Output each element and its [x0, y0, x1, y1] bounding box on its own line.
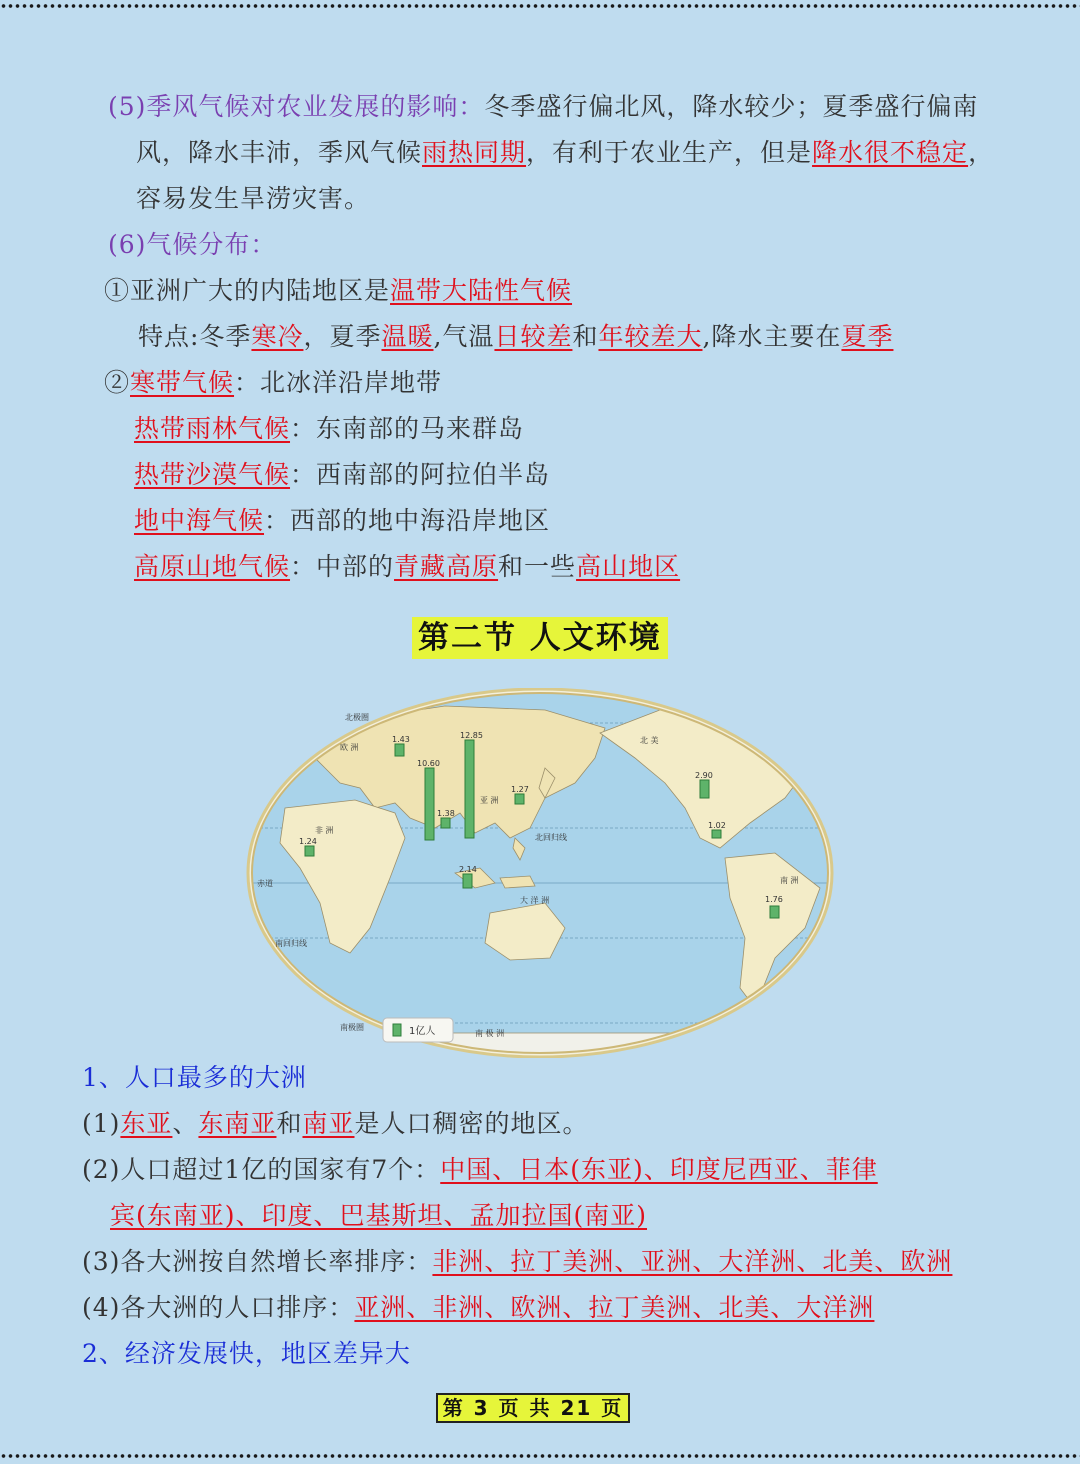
- bar-japan: [515, 794, 524, 804]
- population-line-2: [82, 1153, 878, 1187]
- text: ，: [968, 138, 995, 167]
- monsoon-impact-line-2: [136, 136, 994, 170]
- key-term: 温带大陆性气候: [390, 276, 573, 305]
- key-term: 寒冷: [251, 322, 304, 351]
- text: ,气温: [433, 322, 495, 351]
- label-antarctic-circle: 南极圈: [340, 1023, 364, 1032]
- value-usa: 2.90: [695, 771, 713, 780]
- label-arctic-circle: 北极圈: [345, 713, 369, 722]
- climate-highland-line: [134, 550, 680, 584]
- text: ：中部的: [290, 552, 395, 581]
- legend-label: 1亿人: [409, 1026, 436, 1037]
- text: ,降水主要在: [702, 322, 842, 351]
- text: 冬季盛行偏北风，降水较少；夏季盛行偏南: [484, 92, 979, 121]
- key-term: 亚洲、非洲、欧洲、拉丁美洲、北美、大洋洲: [354, 1293, 875, 1322]
- text: ②: [104, 368, 131, 397]
- bar-mexico: [712, 830, 721, 838]
- item-5-heading: (5)季风气候对农业发展的影响：: [108, 92, 485, 121]
- key-term: 东亚: [120, 1109, 173, 1138]
- text: ①亚洲广大的内陆地区是: [104, 276, 391, 305]
- bar-china: [465, 740, 474, 838]
- climate-frigid-line: [104, 366, 442, 400]
- label-asia: 亚 洲: [480, 796, 499, 805]
- label-tropic-north: 北回归线: [535, 833, 567, 842]
- climate-desert-line: [134, 458, 550, 492]
- text: 风，降水丰沛，季风气候: [136, 138, 423, 167]
- text: (4)各大洲的人口排序：: [82, 1293, 355, 1322]
- key-term: 热带沙漠气候: [134, 460, 291, 489]
- population-line-1: [82, 1107, 589, 1141]
- key-term: 高原山地气候: [134, 552, 291, 581]
- key-term: 南亚: [302, 1109, 355, 1138]
- text: (2)人口超过1亿的国家有7个：: [82, 1155, 441, 1184]
- bar-pakistan: [441, 818, 450, 828]
- value-indonesia: 2.14: [459, 865, 477, 874]
- label-tropic-south: 南回归线: [275, 939, 307, 948]
- bar-usa: [700, 780, 709, 798]
- value-pakistan: 1.38: [437, 809, 455, 818]
- text: 和一些: [498, 552, 577, 581]
- value-brazil: 1.76: [765, 895, 783, 904]
- text: 是人口稠密的地区。: [354, 1109, 589, 1138]
- text: 、: [172, 1109, 199, 1138]
- text: 特点:冬季: [138, 322, 252, 351]
- value-mexico: 1.02: [708, 821, 726, 830]
- text: 和: [572, 322, 599, 351]
- key-term: 寒带气候: [130, 368, 235, 397]
- key-term: 日较差: [494, 322, 573, 351]
- population-line-2b: [110, 1199, 647, 1233]
- text: ：西南部的阿拉伯半岛: [290, 460, 551, 489]
- text: (1): [82, 1109, 121, 1138]
- key-term: 地中海气候: [134, 506, 265, 535]
- bar-indonesia: [463, 874, 472, 888]
- bar-brazil: [770, 906, 779, 918]
- value-russia: 1.43: [392, 735, 410, 744]
- key-term: 宾(东南亚)、印度、巴基斯坦、孟加拉国(南亚): [110, 1201, 648, 1230]
- climate-mediterranean-line: [134, 504, 550, 538]
- value-china: 12.85: [460, 731, 483, 740]
- key-term: 中国、日本(东亚)、印度尼西亚、菲律: [440, 1155, 878, 1184]
- legend-bar-icon: [393, 1024, 401, 1036]
- text: ：西部的地中海沿岸地区: [264, 506, 551, 535]
- text: 和: [276, 1109, 303, 1138]
- text: (3)各大洲按自然增长率排序：: [82, 1247, 433, 1276]
- population-line-4: [82, 1291, 874, 1325]
- monsoon-impact-line-1: [108, 90, 978, 124]
- bottom-dotted-border: [0, 1453, 1080, 1459]
- economy-heading: 2、经济发展快，地区差异大: [82, 1339, 411, 1368]
- page-number: 第 3 页 共 21 页: [436, 1393, 630, 1423]
- monsoon-impact-line-3: [136, 182, 370, 216]
- key-term: 雨热同期: [422, 138, 527, 167]
- text: ：北冰洋沿岸地带: [234, 368, 443, 397]
- text: ，有利于农业生产，但是: [526, 138, 813, 167]
- text: ，夏季: [303, 322, 382, 351]
- text: 容易发生旱涝灾害。: [136, 184, 371, 213]
- population-line-3: [82, 1245, 952, 1279]
- label-oceania: 大 洋 洲: [520, 896, 550, 905]
- value-japan: 1.27: [511, 785, 529, 794]
- bar-nigeria: [305, 846, 314, 856]
- item-6-heading: (6)气候分布：: [108, 230, 277, 259]
- key-term: 夏季: [841, 322, 894, 351]
- label-equator: 赤道: [257, 879, 273, 888]
- climate-features-line: [138, 320, 893, 354]
- text: ：东南部的马来群岛: [290, 414, 525, 443]
- key-term: 青藏高原: [394, 552, 499, 581]
- value-india: 10.60: [417, 759, 440, 768]
- bar-russia: [395, 744, 404, 756]
- label-antarctica: 南 极 洲: [475, 1029, 505, 1038]
- world-population-map: [245, 688, 835, 1058]
- label-north-america: 北 美: [640, 736, 659, 745]
- key-term: 热带雨林气候: [134, 414, 291, 443]
- bar-india: [425, 768, 434, 840]
- section-title: 第二节 人文环境: [412, 617, 668, 659]
- label-africa: 非 洲: [315, 826, 334, 835]
- climate-inland-line: [104, 274, 572, 308]
- map-legend: [383, 1018, 453, 1042]
- label-south-america: 南 洲: [780, 876, 799, 885]
- value-nigeria: 1.24: [299, 837, 317, 846]
- key-term: 温暖: [381, 322, 434, 351]
- climate-rainforest-line: [134, 412, 524, 446]
- population-heading-1: 1、人口最多的大洲: [82, 1063, 307, 1092]
- key-term: 非洲、拉丁美洲、亚洲、大洋洲、北美、欧洲: [432, 1247, 953, 1276]
- key-term: 降水很不稳定: [812, 138, 969, 167]
- label-europe: 欧 洲: [340, 743, 359, 752]
- top-dotted-border: [0, 3, 1080, 9]
- key-term: 年较差大: [598, 322, 703, 351]
- key-term: 东南亚: [198, 1109, 277, 1138]
- key-term: 高山地区: [576, 552, 681, 581]
